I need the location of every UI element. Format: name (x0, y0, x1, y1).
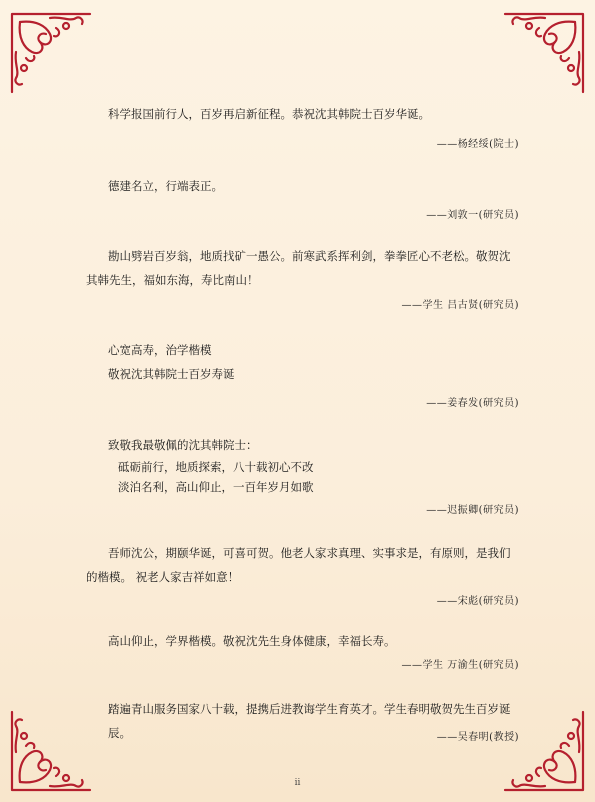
message-line: 淡泊名利，高山仰止，一百年岁月如歌 (118, 480, 314, 494)
message-line: 勘山劈岩百岁翁，地质找矿一愚公。前寒武系挥利剑，拳拳匠心不老松。敬贺沈 (108, 249, 511, 263)
greeting-message (86, 433, 522, 497)
corner-ornament-top-right (499, 8, 589, 98)
message-signature: ——学生 吕古贤(研究员) (401, 300, 519, 311)
message-line: 其韩先生，福如东海，寿比南山！ (86, 273, 259, 287)
message-line: 高山仰止，学界楷模。敬祝沈先生身体健康，幸福长寿。 (108, 634, 396, 648)
page-number: ii (294, 778, 301, 788)
greeting-message (86, 174, 522, 198)
greeting-message (86, 338, 522, 386)
greeting-message (86, 541, 522, 589)
message-line: 踏遍青山服务国家八十载，提携后进教诲学生育英才。学生春明敬贺先生百岁诞辰。 (108, 702, 511, 740)
message-line: 砥砺前行，地质探索，八十载初心不改 (118, 460, 314, 474)
message-line: 的楷模。 祝老人家吉祥如意！ (86, 570, 240, 584)
message-line: 致敬我最敬佩的沈其韩院士： (108, 438, 258, 452)
message-signature: ——姜春发(研究员) (426, 398, 519, 409)
greeting-message (86, 629, 522, 653)
message-signature: ——宋彪(研究员) (436, 596, 519, 607)
greeting-message (86, 244, 522, 292)
message-line: 心宽高寿，治学楷模 (108, 343, 212, 357)
message-signature: ——迟振卿(研究员) (426, 505, 519, 516)
greeting-message (86, 102, 522, 126)
message-signature: ——学生 万渝生(研究员) (401, 660, 519, 671)
message-signature: ——吴春明(教授) (436, 732, 519, 743)
message-signature: ——刘敦一(研究员) (426, 210, 519, 221)
message-line: 吾师沈公，期颐华诞，可喜可贺。他老人家求真理、实事求是，有原则，是我们 (108, 546, 511, 560)
message-line: 德建名立，行端表正。 (108, 179, 223, 193)
corner-ornament-top-left (6, 8, 96, 98)
message-line: 科学报国前行人，百岁再启新征程。恭祝沈其韩院士百岁华诞。 (108, 107, 430, 121)
message-signature: ——杨经绥(院士) (436, 139, 519, 150)
message-line: 敬祝沈其韩院士百岁寿诞 (108, 367, 235, 381)
